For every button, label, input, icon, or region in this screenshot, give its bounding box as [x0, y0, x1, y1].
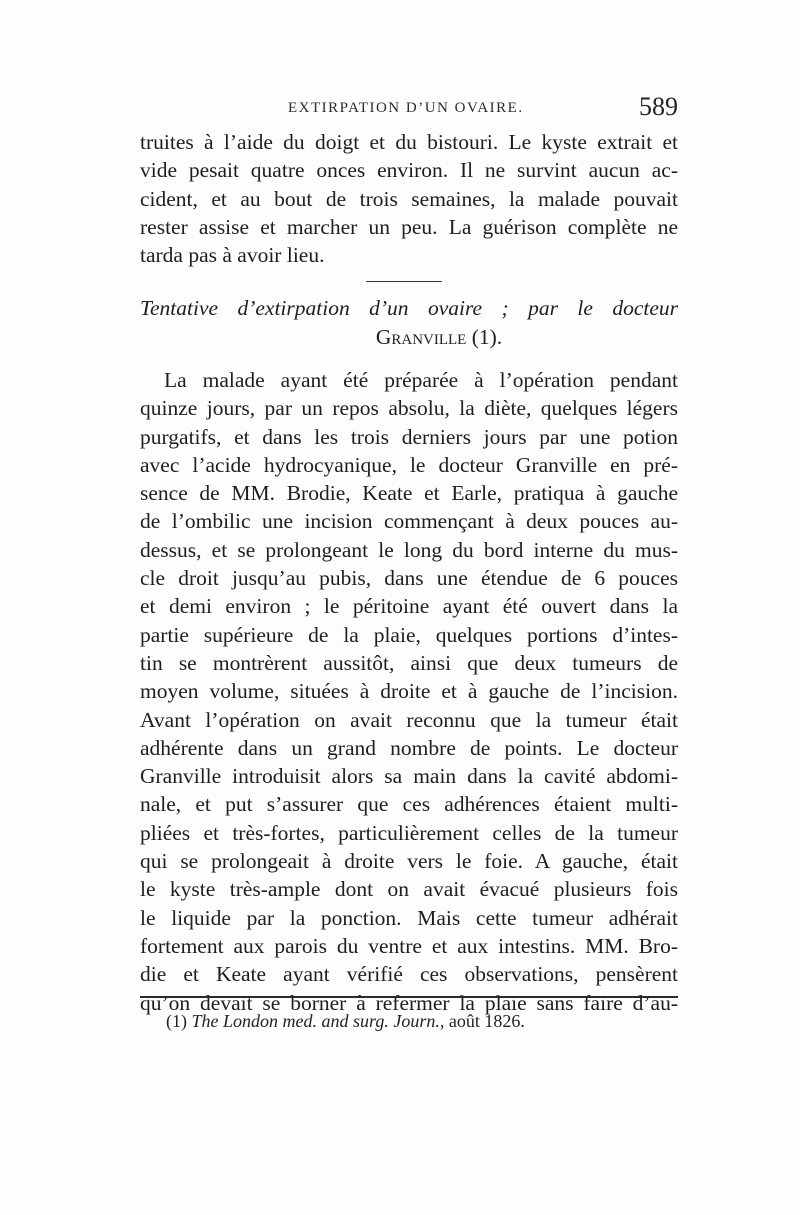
text-line: die et Keate ayant vérifié ces observations, pensèrent [140, 962, 678, 987]
text-line: qui se prolongeait à droite vers le foie. A gauche, était [140, 849, 678, 874]
text-line: partie supérieure de la plaie, quelques portions d’intes- [140, 622, 678, 647]
running-title: EXTIRPATION D’UN OVAIRE. [288, 100, 524, 116]
footnote-marker: (1) [166, 1011, 187, 1031]
text-line: le kyste très-ample dont on avait évacué plusieurs fois [140, 877, 678, 902]
text-line: pliées et très-fortes, particulièrement celles de la tumeur [140, 820, 678, 845]
text-line: avec l’acide hydrocyanique, le docteur Granville en pré- [140, 452, 678, 477]
text-line: La malade ayant été préparée à l’opération pendant [164, 368, 678, 392]
section-separator [366, 281, 442, 282]
paragraph-main [140, 366, 678, 1017]
text-line: Avant l’opération on avait reconnu que la tumeur était [140, 707, 678, 732]
text-line: rester assise et marcher un peu. La guérison complète ne [140, 214, 678, 239]
text-line: fortement aux parois du ventre et aux intestins. MM. Bro- [140, 933, 678, 958]
page-number: 589 [639, 92, 678, 121]
text-line: dessus, et se prolongeant le long du bord interne du mus- [140, 537, 678, 562]
text-line: purgatifs, et dans les trois derniers jours par une potion [140, 424, 678, 449]
text-line: sence de MM. Brodie, Keate et Earle, pratiqua à gauche [140, 481, 678, 506]
text-line: tarda pas à avoir lieu. [140, 243, 325, 268]
text-line: Granville introduisit alors sa main dans la cavité abdomi- [140, 764, 678, 789]
text-line: vide pesait quatre onces environ. Il ne survint aucun ac- [140, 158, 678, 183]
paragraph-continued [140, 128, 678, 269]
text-line: truites à l’aide du doigt et du bistouri. Le kyste extrait et [140, 130, 678, 154]
text-line: tin se montrèrent aussitôt, ainsi que deux tumeurs de [140, 650, 678, 675]
footnote-reference: (1). [471, 325, 503, 349]
section-title: Tentative d’extirpation d’un ovaire ; par le docteur [140, 296, 678, 320]
running-head [138, 92, 678, 126]
footnote-rule [140, 996, 678, 998]
text-line: de l’ombilic une incision commençant à deux pouces au- [140, 509, 678, 534]
author-name: Granville [375, 325, 467, 349]
text-line: nale, et put s’assurer que ces adhérences étaient multi- [140, 792, 678, 817]
text-line: cle droit jusqu’au pubis, dans une étendue de 6 pouces [140, 566, 678, 591]
footnote-date: , août 1826. [439, 1011, 525, 1031]
text-line: moyen volume, situées à droite et à gauche de l’incision. [140, 679, 678, 704]
text-line: adhérente dans un grand nombre de points. Le docteur [140, 735, 678, 760]
footnote-journal: The London med. and surg. Journ. [191, 1011, 440, 1031]
text-line: le liquide par la ponction. Mais cette tumeur adhérait [140, 905, 678, 930]
footnote [166, 1011, 525, 1032]
section-author-line [140, 323, 678, 352]
text-line: et demi environ ; le péritoine ayant été ouvert dans la [140, 594, 678, 619]
text-line: qu’on devait se borner à refermer la plaie sans faire d’au- [140, 990, 678, 1015]
section-heading [140, 294, 678, 352]
text-line: cident, et au bout de trois semaines, la malade pouvait [140, 186, 678, 211]
text-line: quinze jours, par un repos absolu, la diète, quelques légers [140, 396, 678, 421]
